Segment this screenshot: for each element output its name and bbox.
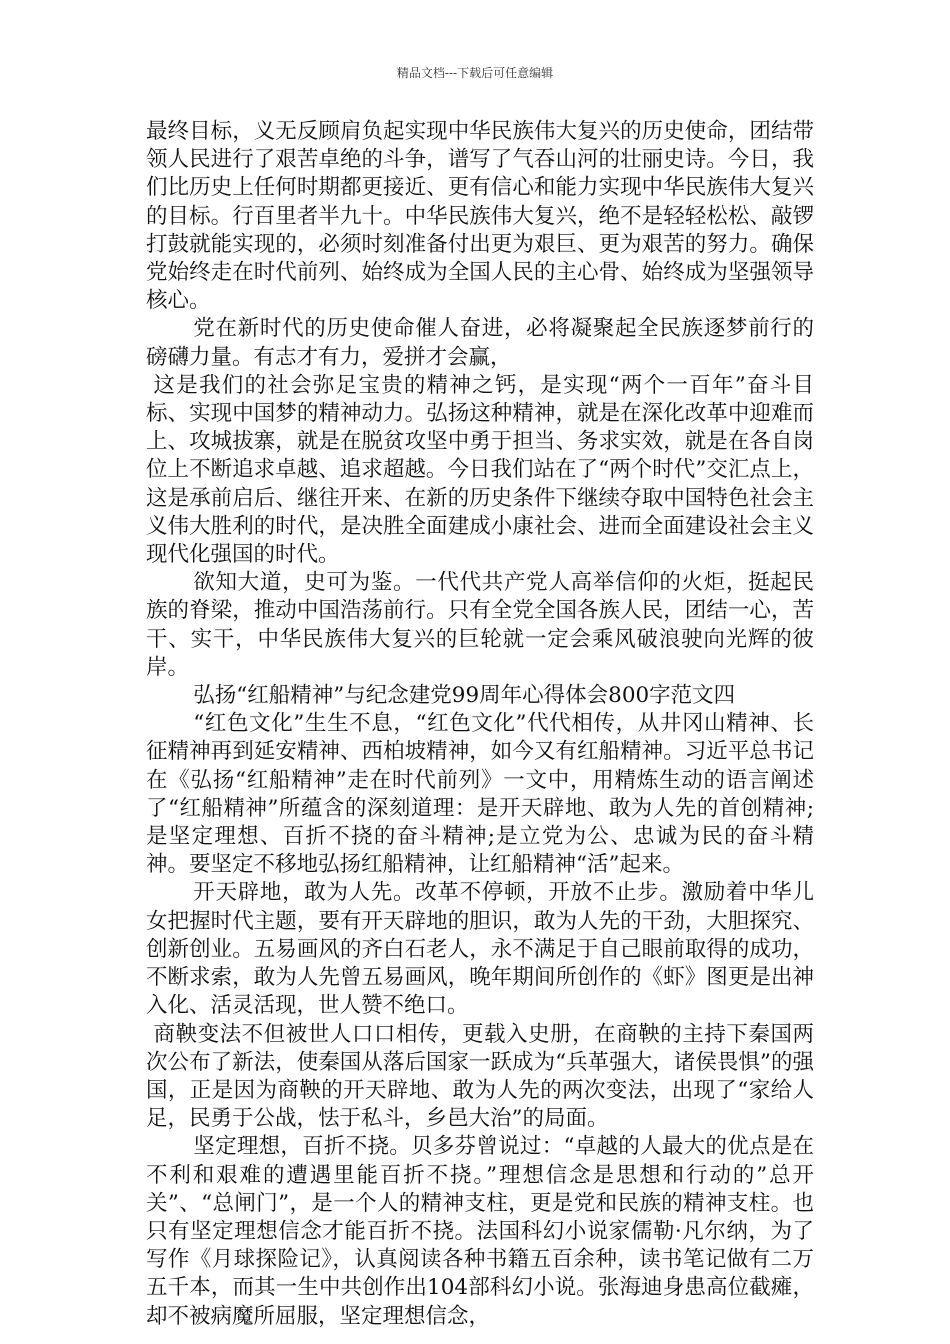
paragraph: 这是我们的社会弥足宝贵的精神之钙，是实现“两个一百年”奋斗目标、实现中国梦的精神动力。弘扬这种精神，就是在深化改革中迎难而上、攻城拔寨，就是在脱贫攻坚中勇于担当、务求实效，就是在各自岗位上不断追求卓越、追求超越。今日我们站在了“两个时代”交汇点上，这是承前启后、继往开来、在新的历史条件下继续夺取中国特色社会主义伟大胜利的时代，是决胜全面建成小康社会、进而全面建设社会主义现代化强国的时代。 <box>146 372 814 568</box>
page-header: 精品文档---下载后可任意编辑 <box>396 66 554 80</box>
paragraph: “红色文化”生生不息，“红色文化”代代相传，从井冈山精神、长征精神再到延安精神、西柏坡精神，如今又有红船精神。习近平总书记在《弘扬“红船精神”走在时代前列》一文中，用精炼生动的语言阐述了“红船精神”所蕴含的深刻道理：是开天辟地、敢为人先的首创精神;是坚定理想、百折不挠的奋斗精神;是立党为公、忠诚为民的奋斗精神。要坚定不移地弘扬红船精神，让红船精神“活”起来。 <box>146 711 814 878</box>
document-body <box>146 118 814 1331</box>
paragraph: 欲知大道，史可为鉴。一代代共产党人高举信仰的火炬，挺起民族的脊梁，推动中国浩荡前行。只有全党全国各族人民，团结一心，苦干、实干，中华民族伟大复兴的巨轮就一定会乘风破浪驶向光辉的彼岸。 <box>146 570 814 680</box>
section-title: 弘扬“红船精神”与纪念建党99周年心得体会800字范文四 <box>193 683 736 709</box>
paragraph: 党在新时代的历史使命催人奋进，必将凝聚起全民族逐梦前行的磅礴力量。有志才有力，爱拼才会赢， <box>146 316 814 370</box>
paragraph: 开天辟地，敢为人先。改革不停顿，开放不止步。激励着中华儿女把握时代主题，要有开天辟地的胆识，敢为人先的干劲，大胆探究、创新创业。五易画风的齐白石老人，永不满足于自己眼前取得的成功，不断求索，敢为人先曾五易画风，晚年期间所创作的《虾》图更是出神入化、活灵活现，世人赞不绝口。 <box>146 880 814 1019</box>
paragraph: 商鞅变法不但被世人口口相传，更载入史册，在商鞅的主持下秦国两次公布了新法，使秦国从落后国家一跃成为“兵革强大，诸侯畏惧”的强国，正是因为商鞅的开天辟地、敢为人先的两次变法，出现了“家给人足，民勇于公战，怯于私斗，乡邑大治”的局面。 <box>146 1021 814 1132</box>
paragraph: 坚定理想，百折不挠。贝多芬曾说过：“卓越的人最大的优点是在不利和艰难的遭遇里能百折不挠。”理想信念是思想和行动的”总开关”、“总闸门”，是一个人的精神支柱，更是党和民族的精神支柱。也只有坚定理想信念才能百折不挠。法国科幻小说家儒勒·凡尔纳，为了写作《月球探险记》，认真阅读各种书籍五百余种，读书笔记做有二万五千本，而其一生中共创作出104部科幻小说。张海迪身患高位截瘫，却不被病魔所屈服，坚定理想信念， <box>146 1134 814 1329</box>
paragraph: 最终目标，义无反顾肩负起实现中华民族伟大复兴的历史使命，团结带领人民进行了艰苦卓绝的斗争，谱写了气吞山河的壮丽史诗。今日，我们比历史上任何时期都更接近、更有信心和能力实现中华民族伟大复兴的目标。行百里者半九十。中华民族伟大复兴，绝不是轻轻松松、敲锣打鼓就能实现的，必须时刻准备付出更为艰巨、更为艰苦的努力。确保党始终走在时代前列、始终成为全国人民的主心骨、始终成为坚强领导核心。 <box>146 119 814 314</box>
